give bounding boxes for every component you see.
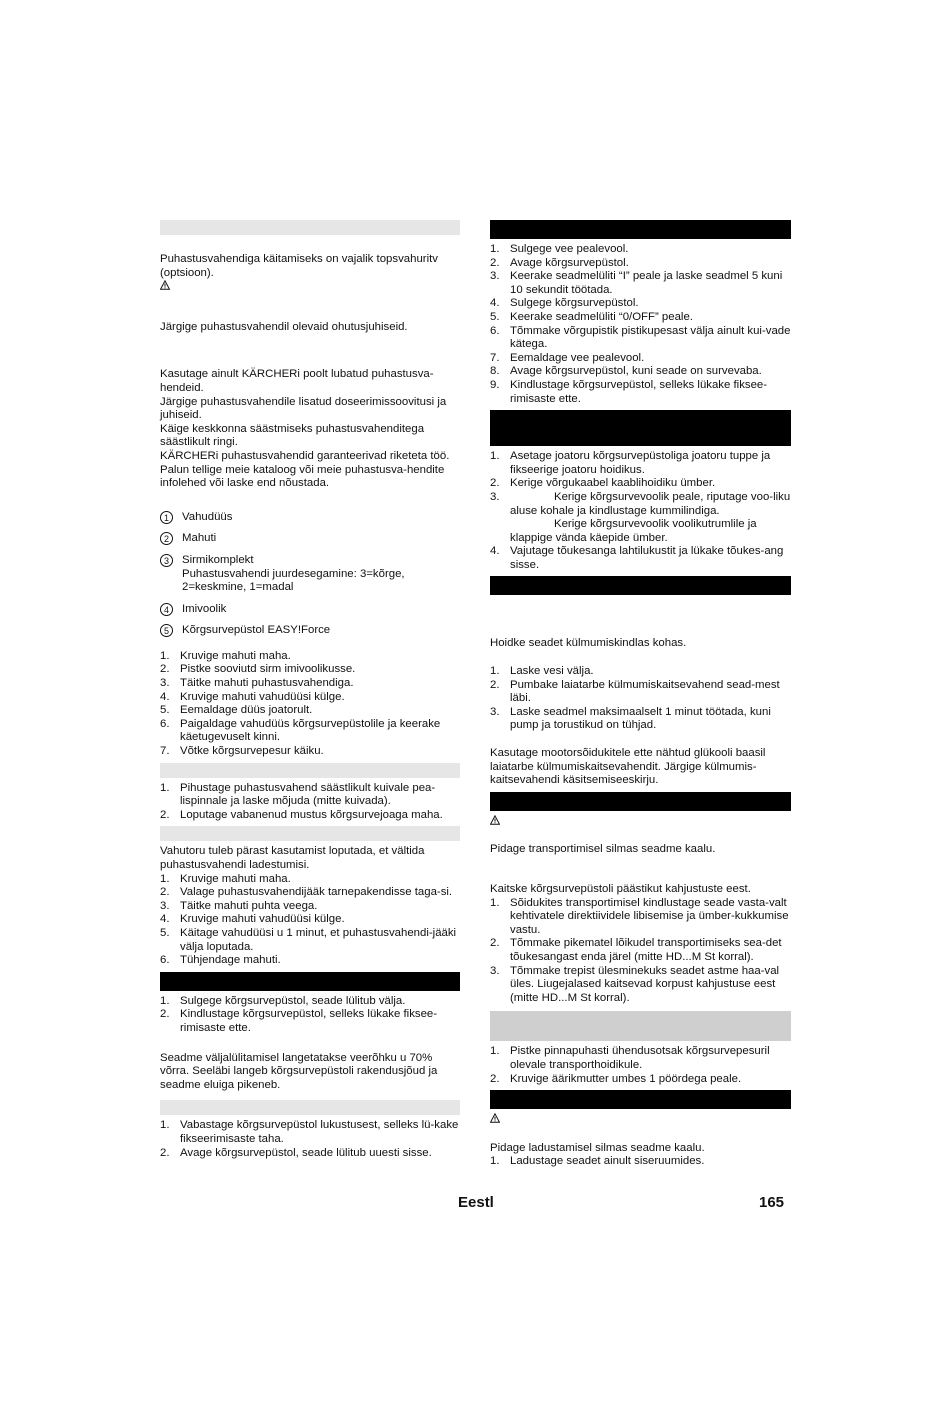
- list-item: 2 Mahuti: [160, 532, 460, 546]
- steps-interrupt: 1. Sulgege kõrgsurvepüstol, seade lülitub välja. 2. Kindlustage kõrgsurvepüstol, selleks lükake fiksee-rimisaste ette.: [160, 994, 438, 1034]
- warning-triangle-icon: [490, 1113, 500, 1123]
- steps-store: 1. Asetage joatoru kõrgsurvepüstoliga joatoru tuppe ja fikseerige joatoru hoidikus. 2. Kerige võrgukaabel kaablihoidiku ümber. 3. Kerige kõrgsurvevoolik peale, riputage voo-liku aluse kohale ja kindlustage kummilindiga. Kerige kõrgsurvevoolik voolikutrumlile ja klappige vända käepide ümber. 4. Vajutage tõukesanga lahtilukustit ja lükake tõukes-ang sisse.: [490, 450, 791, 571]
- steps-off: 1. Sulgege vee pealevool. 2. Avage kõrgsurvepüstol. 3. Keerake seadmelüliti “I” peale ja laske seadmel 5 kuni 10 sekundit töötada. 4. Sulgege kõrgsurvepüstol. 5. Keerake seadmelüliti “0/OFF” peale. 6. Tõmmake võrgupistik pistikupesast välja ainult kui-vade kätega. 7. Eemaldage vee pealevool. 8. Avage kõrgsurvepüstol, kuni seade on survevaba. 9. Kindlustage kõrgsurvepüstol, selleks lükake fiksee-rimisaste ette.: [490, 243, 791, 405]
- section-bar-transport: [490, 792, 791, 811]
- section-bar-brush: [490, 1011, 791, 1041]
- list-item: 5 Kõrgsurvepüstol EASY!Force: [160, 624, 460, 638]
- steps-resume: 1. Vabastage kõrgsurvepüstol lukustusest, selleks lü-kake fikseerimisaste taha. 2. Avage kõrgsurvepüstol, seade lülitub uuesti sisse.: [160, 1119, 459, 1159]
- steps-mount: 1. Kruvige mahuti maha. 2. Pistke sooviutd sirm imivoolikusse. 3. Täitke mahuti puhastusvahendiga. 4. Kruvige mahuti vahudüüsi külge. 5. Eemaldage düüs joatorult. 6. Paigaldage vahudüüs kõrgsurvepüstolile ja keerake käetugevuselt kinni. 7. Võtke kõrgsurvepesur käiku.: [160, 649, 441, 758]
- steps-apply: 1. Pihustage puhastusvahend säästlikult kuivale pea-lispinnale ja laske mõjuda (mitte kuivada). 2. Loputage vabanenud mustus kõrgsurvejoaga maha.: [160, 781, 443, 821]
- section-bar-rinse: [160, 826, 460, 841]
- section-bar-storage: [490, 1090, 791, 1109]
- section-bar-shutdown: [490, 220, 791, 239]
- section-bar-foam: [160, 220, 460, 235]
- page-number: 165: [759, 1194, 785, 1211]
- steps-frost: 1. Laske vesi välja. 2. Pumbake laiatarbe külmumiskaitsevahend sead-mest läbi. 3. Laske seadmel maksimaalselt 1 minut töötada, kuni pump ja torustikud on tühjad.: [490, 665, 780, 732]
- section-bar-store: [490, 410, 791, 446]
- right-column: [490, 220, 791, 1169]
- steps-rinse: 1. Kruvige mahuti maha. 2. Valage puhastusvahendijääk tarnepakendisse taga-si. 3. Täitke mahuti puhta veega. 4. Kruvige mahuti vahudüüsi külge. 5. Käitage vahudüüsi u 1 minut, et puhastusvahendi-jääki välja loputada. 6. Tühjendage mahuti.: [160, 872, 457, 967]
- section-bar-apply: [160, 763, 460, 778]
- frost-note: Hoidke seadet külmumiskindlas kohas.: [490, 637, 687, 650]
- list-item: 3 Sirmikomplekt Puhastusvahendi juurdesegamine: 3=kõrge, 2=keskmine, 1=madal: [160, 554, 460, 595]
- section-bar-interrupt: [160, 972, 460, 991]
- rinse-intro: Vahutoru tuleb pärast kasutamist loputada, et vältida puhastusvahendi ladestumisi.: [160, 845, 425, 871]
- transport-weight: Pidage transportimisel silmas seadme kaalu.: [490, 843, 716, 856]
- frost-para: Kasutage mootorsõidukitele ette nähtud glükooli baasil laiatarbe külmumiskaitsevahendit. Järgige külmumis-kaitsevahendi käsitsemiseeskirju.: [490, 747, 766, 787]
- safety-note: Järgige puhastusvahendil olevaid ohutusjuhiseid.: [160, 320, 408, 333]
- list-item: 4 Imivoolik: [160, 603, 460, 617]
- detergent-paragraphs: Kasutage ainult KÄRCHERi poolt lubatud puhastusva-hendeid. Järgige puhastusvahendile lisatud doseerimissoovitusi ja juhiseid. Käige keskkonna säästmiseks puhastusvahenditega säästlikult ringi. KÄRCHERi puhastusvahendid garanteerivad riketeta töö. Palun tellige meie kataloog või meie puhastusva-hendite infolehed või laske end nõustada.: [160, 368, 450, 490]
- steps-transport: 1. Sõidukites transportimisel kindlustage seade vasta-valt kehtivatele direktiividele libisemise ja ümber-kukkumise vastu. 2. Tõmmake pikematel lõikudel transportimiseks sea-det tõukesangast enda järel (mitte HD...M St korral). 3. Tõmmake trepist ülesminekuks seadet astme haa-val üles. Liugejalased kaitsevad korpust kahjustuse eest (mitte HD...M St korral).: [490, 896, 789, 1004]
- storage-weight: Pidage ladustamisel silmas seadme kaalu.: [490, 1141, 705, 1154]
- foam-intro: Puhastusvahendiga käitamiseks on vajalik topsvahuritv (optsioon).: [160, 253, 438, 279]
- steps-storage: 1. Ladustage seadet ainult siseruumides.: [490, 1155, 705, 1168]
- section-bar-frost: [490, 576, 791, 595]
- parts-list: [160, 511, 460, 638]
- interrupt-note: Seadme väljalülitamisel langetatakse veerõhku u 70% võrra. Seeläbi langeb kõrgsurvepüstoli rakendusjõud ja seadme eluiga pikeneb.: [160, 1051, 438, 1091]
- steps-brush: 1. Pistke pinnapuhasti ühendusotsak kõrgsurvepesuril olevale transporthoidikule. 2. Kruvige äärikmutter umbes 1 pöördega peale.: [490, 1045, 770, 1085]
- warning-triangle-icon: [160, 280, 170, 290]
- list-item: 1 Vahudüüs: [160, 511, 460, 525]
- warning-triangle-icon: [490, 815, 500, 825]
- transport-protect: Kaitske kõrgsurvepüstoli päästikut kahjustuste eest.: [490, 883, 751, 895]
- section-bar-resume: [160, 1100, 460, 1115]
- left-column: [160, 220, 460, 1160]
- footer-language: Eestl: [458, 1194, 494, 1211]
